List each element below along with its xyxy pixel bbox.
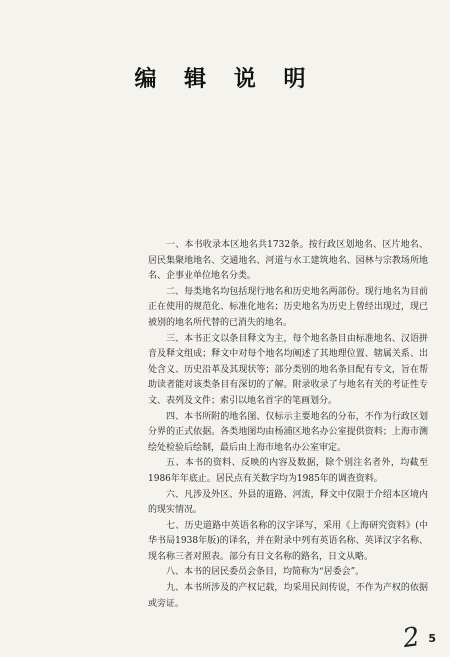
page-number: 5 bbox=[428, 632, 436, 645]
handwritten-mark: 2 bbox=[401, 621, 423, 655]
note-paragraph: 八、本书的居民委员会条目，均简称为“居委会”。 bbox=[166, 567, 365, 578]
page-title: 编 辑 说 明 bbox=[134, 67, 316, 92]
note-paragraph: 三、本书正文以条目释文为主，每个地名条目由标准地名、汉语拼音及释文组成；释文中对每个地名均阐述了其地理位置、辖属关系、出处含义、历史沿革及其现状等；部分类别的地名条目配有专文，旨在帮助读者能对该类条目有深切的了解。附录收录了与地名有关的考证性专文、表列及文件；索引以地名首字的笔画划分。 bbox=[148, 333, 428, 406]
note-paragraph: 一、本书收录本区地名共1732条。按行政区划地名、区片地名、居民集聚地地名、交通地名、河道与水工建筑地名、园林与宗教场所地名、企事业单位地名分类。 bbox=[148, 240, 428, 282]
note-paragraph: 二、每类地名均包括现行地名和历史地名两部份。现行地名为目前正在使用的规范化、标准化地名；历史地名为历史上曾经出现过，现已被别的地名所代替的已消失的地名。 bbox=[148, 286, 428, 328]
note-paragraph: 五、本书的资料、反映的内容及数据，除个别注名者外，均截至1986年年底止。居民点有关数字均为1985年的调查资料。 bbox=[148, 458, 428, 484]
note-paragraph: 九、本书所涉及的产权记载，均采用民间传说，不作为产权的依据或旁证。 bbox=[148, 583, 428, 609]
editorial-notes bbox=[148, 238, 428, 612]
note-paragraph: 七、历史道路中英语名称的汉字译写，采用《上海研究资料》(中华书局1938年版)的译名，并在附录中列有英语名称、英译汉字名称、现名称三者对照表。部分有日文名称的路名，日文从略。 bbox=[148, 520, 428, 562]
note-paragraph: 六、凡涉及外区、外县的道路、河流，释文中仅限于介绍本区境内的现实情况。 bbox=[148, 489, 428, 516]
note-paragraph: 四、本书所附的地名图、仅标示主要地名的分布，不作为行政区划分界的正式依据。各类地图均由杨浦区地名办公室提供资料；上海市测绘处检验后绘制，最后由上海市地名办公室审定。 bbox=[148, 411, 428, 453]
